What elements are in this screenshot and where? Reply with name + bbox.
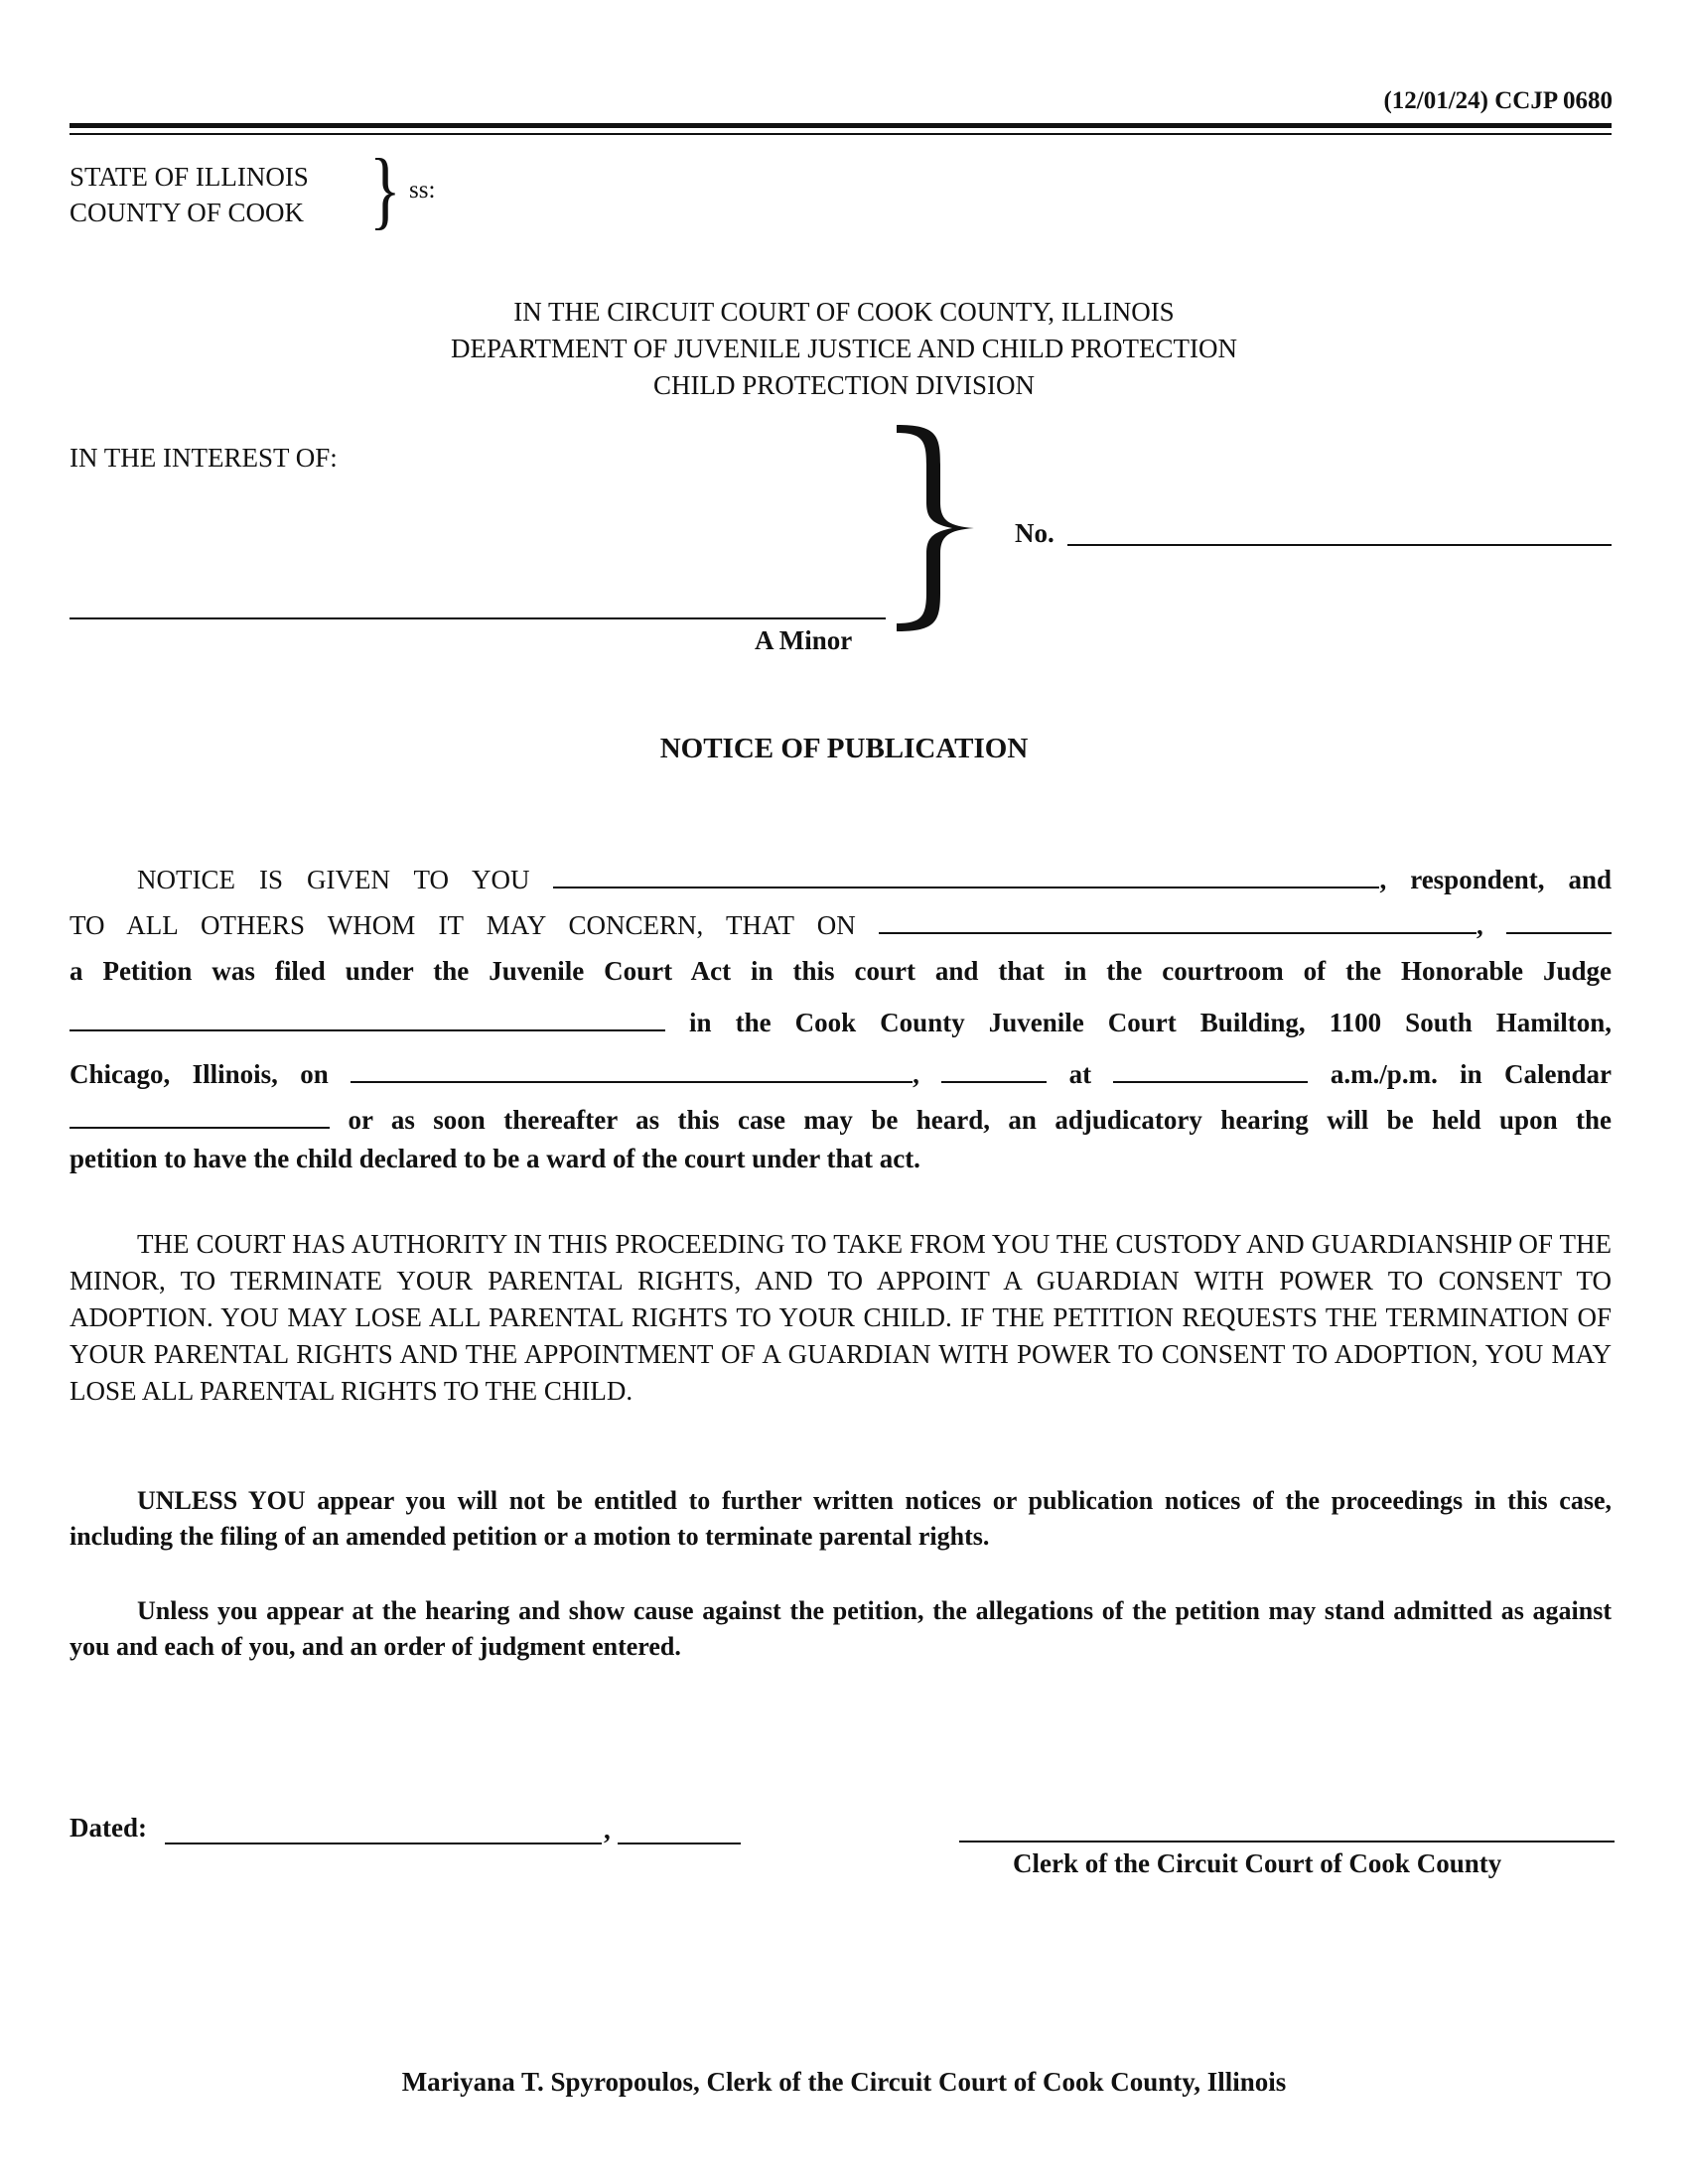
venue-brace: } (369, 142, 401, 238)
interest-label: IN THE INTEREST OF: (70, 443, 338, 473)
footer-clerk-name: Mariyana T. Spyropoulos, Clerk of the Circuit Court of Cook County, Illinois (401, 2067, 1287, 2097)
chicago-text: Chicago, Illinois, on (70, 1059, 329, 1089)
dated-comma: , (604, 1815, 611, 1844)
authority-paragraph: THE COURT HAS AUTHORITY IN THIS PROCEEDING TO TAKE FROM YOU THE CUSTODY AND GUARDIANSHIP OF THE MINOR, TO TERMINATE YOUR PARENTAL RIGHTS, AND TO APPOINT A GUARDIAN WITH POWER TO CONSENT TO ADOPTION. YOU MAY LOSE ALL PARENTAL RIGHTS TO YOUR CHILD. IF THE PETITION REQUESTS THE TERMINATION OF YOUR PARENTAL RIGHTS AND THE APPOINTMENT OF A GUARDIAN WITH POWER TO CONSENT TO ADOPTION, YOU MAY LOSE ALL PARENTAL RIGHTS TO THE CHILD. (70, 1229, 1612, 1406)
notice-line (70, 1048, 1612, 1100)
document-title: NOTICE OF PUBLICATION (659, 733, 1029, 764)
notice-line (70, 854, 1612, 905)
dated-label: Dated: (70, 1813, 147, 1843)
hearing-year-field[interactable] (941, 1055, 1047, 1083)
minor-label: A Minor (755, 625, 853, 655)
clerk-signature-label: Clerk of the Circuit Court of Cook County (1013, 1848, 1502, 1878)
venue-ss: ss: (409, 177, 436, 204)
notice-given-text: NOTICE IS GIVEN TO YOU (137, 865, 530, 894)
court-header-line2: DEPARTMENT OF JUVENILE JUSTICE AND CHILD PROTECTION (451, 334, 1237, 363)
form-id: (12/01/24) CCJP 0680 (1383, 87, 1613, 114)
ward-text: petition to have the child declared to be a ward of the court under that act. (70, 1144, 920, 1173)
notice-paragraph (70, 854, 1612, 1177)
filed-comma: , (1477, 910, 1483, 940)
hearing-date-field[interactable] (351, 1055, 913, 1083)
petition-filed-text: a Petition was filed under the Juvenile Court Act in this court and that in the courtroom of the Honorable Judge (70, 956, 1612, 986)
header-rule-thin (70, 133, 1612, 135)
unless-appear-paragraph: UNLESS YOU appear you will not be entitled to further written notices or publication notices of the proceedings in this case, including the filing of an amended petition or a motion to terminate parental rights. (70, 1486, 1612, 1551)
show-cause-paragraph: Unless you appear at the hearing and show cause against the petition, the allegations of the petition may stand admitted as against you and each of you, and an order of judgment entered. (70, 1596, 1612, 1661)
notice-line (70, 905, 1612, 945)
dated-field[interactable] (165, 1843, 602, 1844)
venue-block (70, 159, 309, 230)
calendar-field[interactable] (70, 1101, 330, 1129)
notice-line (70, 1100, 1612, 1140)
judge-field[interactable] (70, 1004, 665, 1031)
thereafter-text: or as soon thereafter as this case may be heard, an adjudicatory hearing will be held upon the (348, 1105, 1613, 1135)
minor-name-field[interactable] (70, 617, 886, 619)
venue-county: COUNTY OF COOK (70, 198, 305, 227)
court-header-line3: CHILD PROTECTION DIVISION (653, 370, 1035, 400)
notice-line (70, 1140, 1612, 1177)
header-rule-thick (70, 123, 1612, 128)
respondent-text: , respondent, and (1379, 865, 1612, 894)
case-number-field[interactable] (1067, 544, 1612, 546)
dated-year-field[interactable] (618, 1843, 741, 1844)
court-header-line1: IN THE CIRCUIT COURT OF COOK COUNTY, ILLINOIS (513, 297, 1175, 327)
filed-year-field[interactable] (1506, 906, 1612, 934)
clerk-signature-line[interactable] (959, 1841, 1615, 1843)
calendar-text: a.m./p.m. in Calendar (1330, 1059, 1613, 1089)
court-header (0, 294, 1688, 404)
hearing-comma: , (913, 1059, 919, 1089)
caption-brace (879, 421, 988, 635)
whom-concern-text: TO ALL OTHERS WHOM IT MAY CONCERN, THAT ON (70, 910, 856, 940)
hearing-time-field[interactable] (1113, 1055, 1308, 1083)
filed-date-field[interactable] (879, 906, 1477, 934)
case-number-label: No. (1015, 518, 1055, 548)
notice-line (70, 945, 1612, 997)
at-text: at (1068, 1059, 1092, 1089)
notice-line (70, 997, 1612, 1048)
respondent-field[interactable] (553, 861, 1379, 888)
venue-state: STATE OF ILLINOIS (70, 162, 309, 192)
building-text: in the Cook County Juvenile Court Building, 1100 South Hamilton, (689, 1008, 1613, 1037)
